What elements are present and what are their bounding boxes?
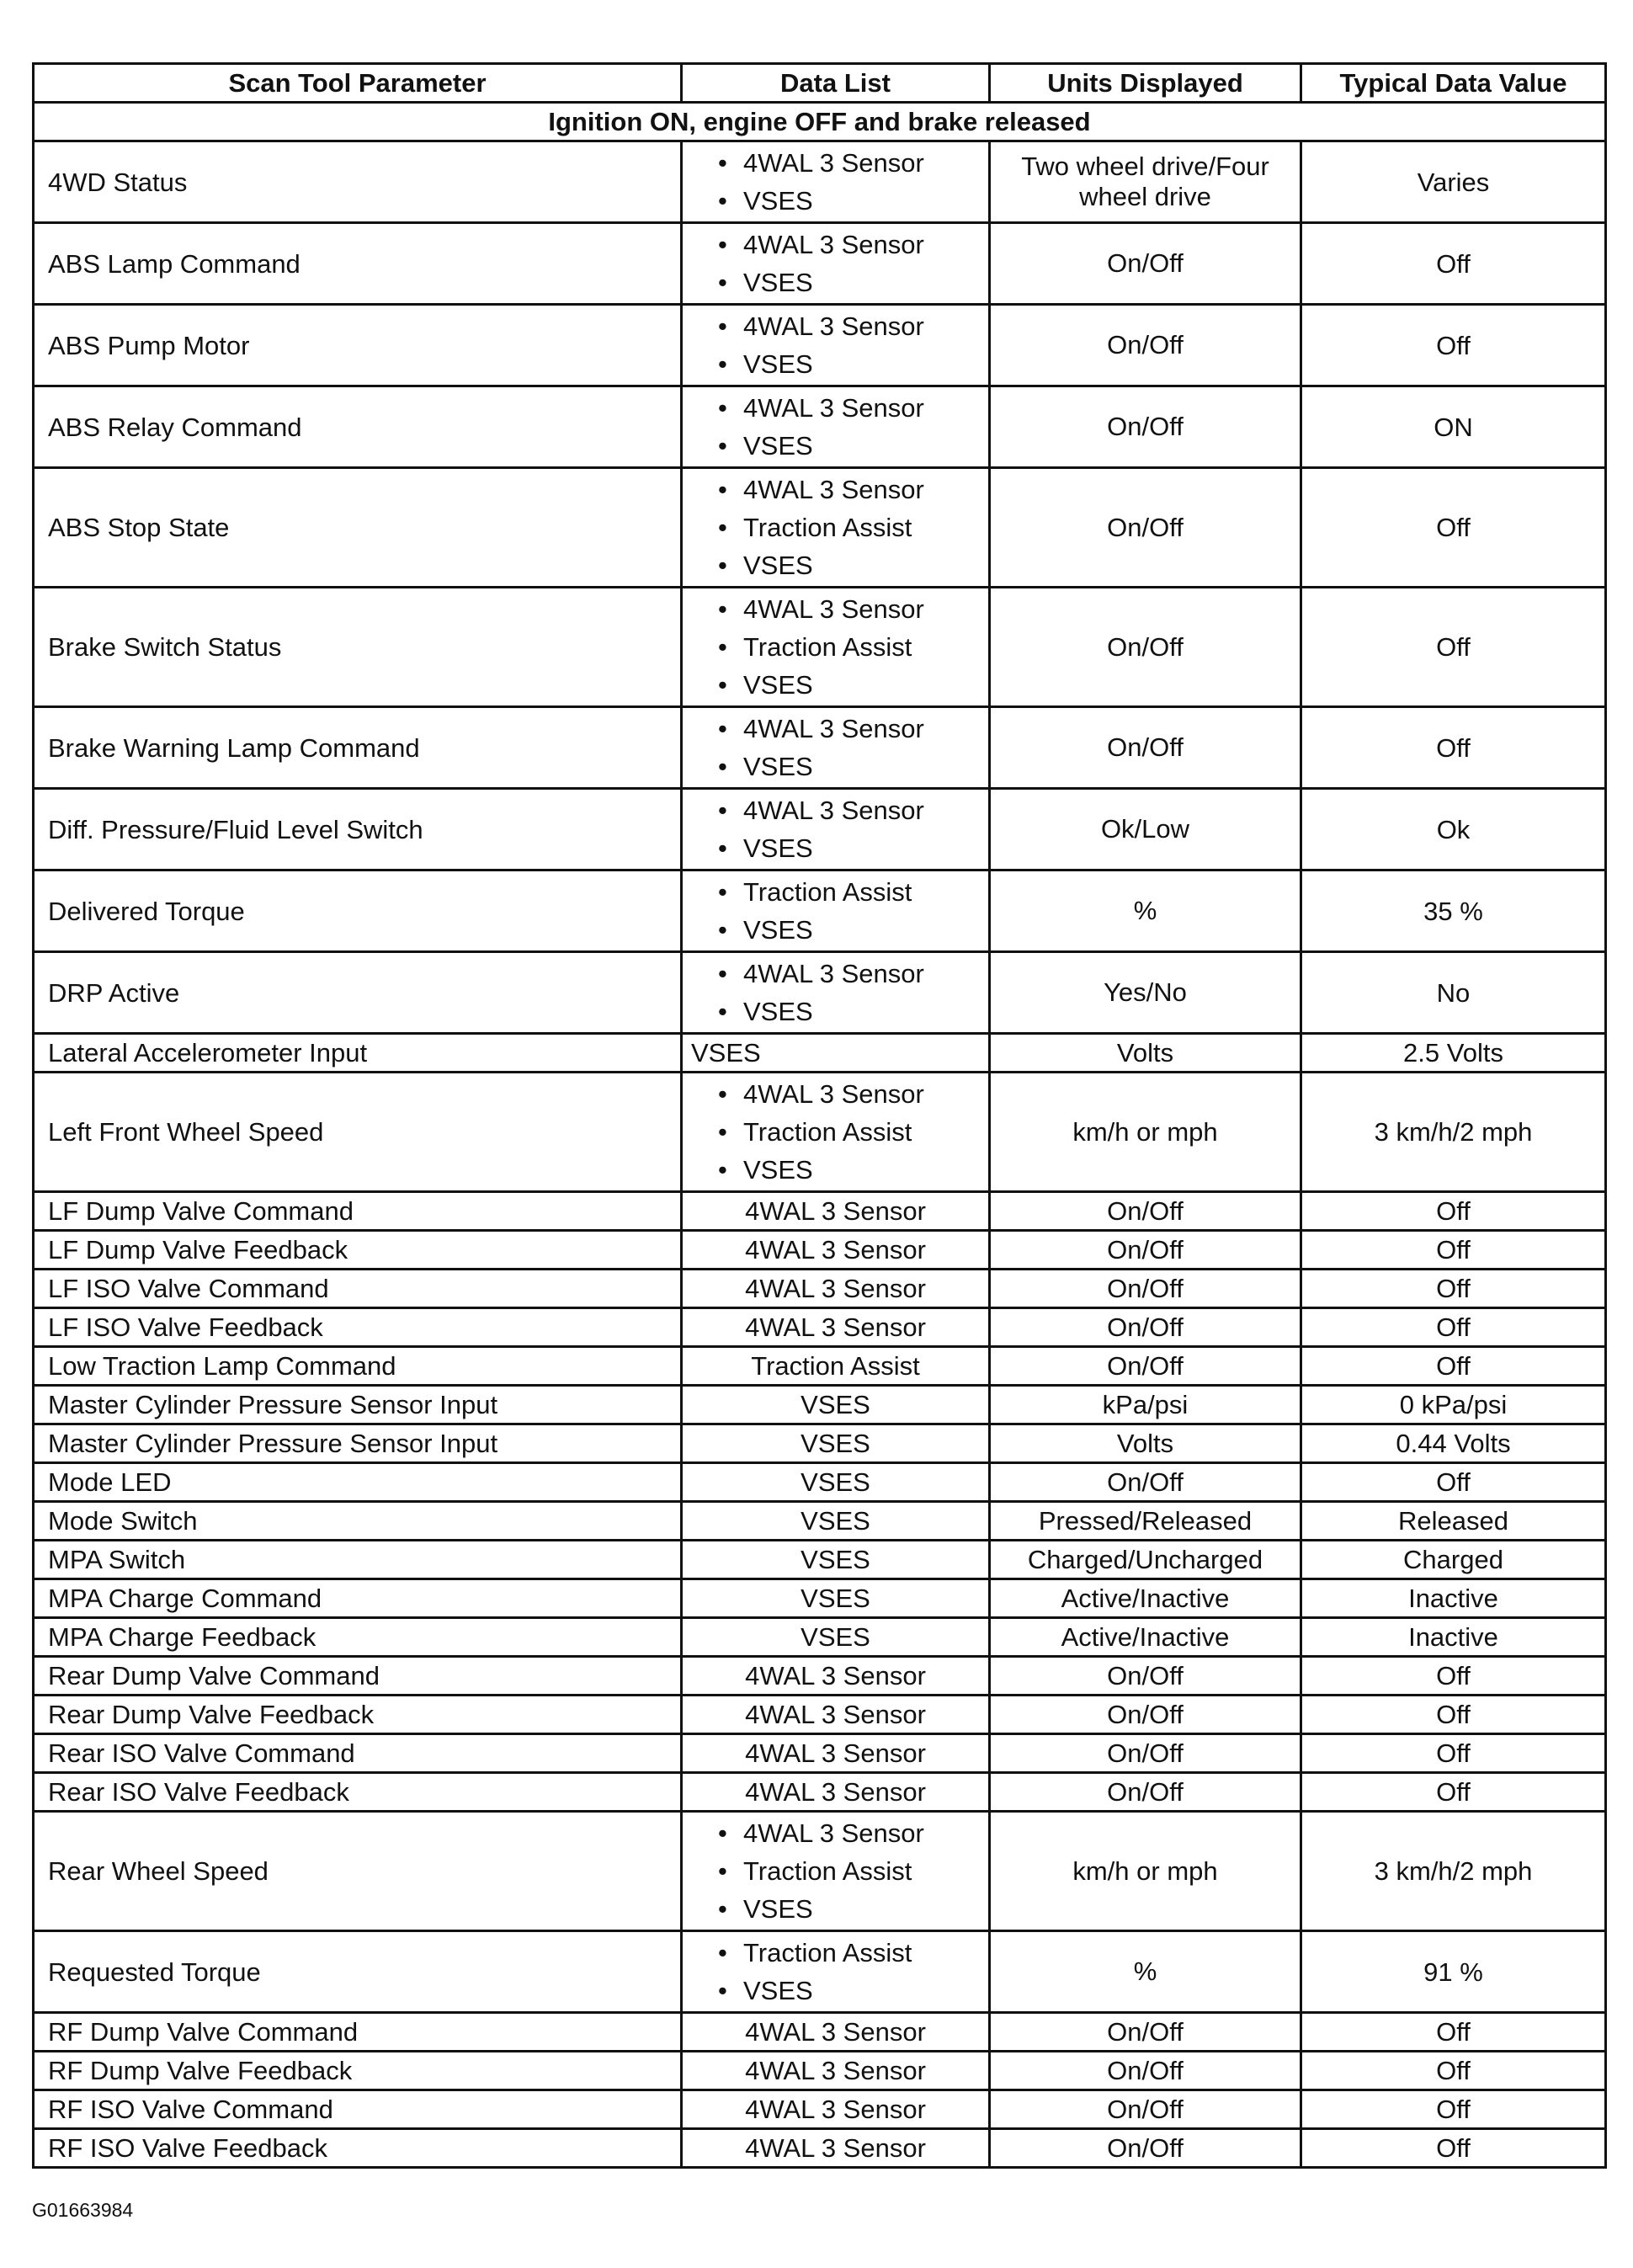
- typical-value-cell: 0 kPa/psi: [1301, 1386, 1606, 1424]
- data-list-cell: [682, 707, 990, 789]
- data-list-bullets: [718, 1075, 980, 1189]
- data-list-cell: VSES: [682, 1502, 990, 1541]
- table-row: [34, 1073, 1606, 1192]
- data-list-item: • Traction Assist: [718, 628, 980, 666]
- typical-value-cell: Off: [1301, 2013, 1606, 2052]
- typical-value-cell: Charged: [1301, 1541, 1606, 1579]
- units-cell: Charged/Uncharged: [990, 1541, 1301, 1579]
- typical-value-cell: 35 %: [1301, 870, 1606, 952]
- parameter-cell: Diff. Pressure/Fluid Level Switch: [34, 789, 682, 870]
- data-list-bullets: [718, 710, 980, 785]
- data-list-item: • 4WAL 3 Sensor: [718, 791, 980, 829]
- data-list-item: • VSES: [718, 345, 980, 383]
- units-cell: On/Off: [990, 2013, 1301, 2052]
- parameter-cell: RF Dump Valve Feedback: [34, 2052, 682, 2090]
- data-list-item: • VSES: [718, 911, 980, 949]
- units-cell: On/Off: [990, 2090, 1301, 2129]
- units-cell: %: [990, 870, 1301, 952]
- section-row: [34, 103, 1606, 141]
- header-units-displayed: Units Displayed: [990, 64, 1301, 103]
- data-list-item: • VSES: [718, 748, 980, 785]
- parameter-cell: Rear ISO Valve Feedback: [34, 1773, 682, 1812]
- typical-value-cell: 3 km/h/2 mph: [1301, 1073, 1606, 1192]
- units-cell: Active/Inactive: [990, 1579, 1301, 1618]
- parameter-cell: LF ISO Valve Feedback: [34, 1308, 682, 1347]
- data-list-bullets: [718, 1934, 980, 2010]
- data-list-cell: [682, 1931, 990, 2013]
- typical-value-cell: Released: [1301, 1502, 1606, 1541]
- typical-value-cell: Inactive: [1301, 1618, 1606, 1657]
- table-row: [34, 2129, 1606, 2168]
- parameter-cell: Left Front Wheel Speed: [34, 1073, 682, 1192]
- data-list-bullets: [718, 471, 980, 584]
- units-cell: %: [990, 1931, 1301, 2013]
- table-row: [34, 223, 1606, 305]
- parameter-cell: LF ISO Valve Command: [34, 1270, 682, 1308]
- data-list-item: • 4WAL 3 Sensor: [718, 389, 980, 427]
- parameter-cell: RF Dump Valve Command: [34, 2013, 682, 2052]
- data-list-item: • VSES: [718, 829, 980, 867]
- typical-value-cell: Off: [1301, 588, 1606, 707]
- data-list-cell: 4WAL 3 Sensor: [682, 2129, 990, 2168]
- data-list-item: • VSES: [718, 182, 980, 220]
- typical-value-cell: Off: [1301, 1463, 1606, 1502]
- data-list-item: • Traction Assist: [718, 1852, 980, 1890]
- typical-value-cell: Off: [1301, 1192, 1606, 1231]
- data-list-cell: VSES: [682, 1034, 990, 1073]
- parameter-cell: Lateral Accelerometer Input: [34, 1034, 682, 1073]
- parameter-cell: Requested Torque: [34, 1931, 682, 2013]
- data-list-cell: VSES: [682, 1579, 990, 1618]
- parameter-cell: Low Traction Lamp Command: [34, 1347, 682, 1386]
- table-row: [34, 789, 1606, 870]
- table-row: [34, 1618, 1606, 1657]
- data-list-item: • 4WAL 3 Sensor: [718, 590, 980, 628]
- data-list-bullets: [718, 955, 980, 1030]
- data-list-cell: [682, 223, 990, 305]
- table-row: [34, 1657, 1606, 1696]
- data-list-cell: [682, 870, 990, 952]
- data-list-cell: VSES: [682, 1424, 990, 1463]
- table-row: [34, 2013, 1606, 2052]
- section-heading: Ignition ON, engine OFF and brake released: [34, 103, 1606, 141]
- data-list-item: • Traction Assist: [718, 1934, 980, 1972]
- units-cell: Ok/Low: [990, 789, 1301, 870]
- table-row: [34, 1463, 1606, 1502]
- table-row: [34, 2052, 1606, 2090]
- data-list-cell: Traction Assist: [682, 1347, 990, 1386]
- table-row: [34, 1386, 1606, 1424]
- typical-value-cell: Off: [1301, 2052, 1606, 2090]
- data-list-cell: 4WAL 3 Sensor: [682, 1308, 990, 1347]
- units-cell: On/Off: [990, 468, 1301, 588]
- data-list-cell: [682, 1073, 990, 1192]
- units-cell: km/h or mph: [990, 1812, 1301, 1931]
- data-list-item: • Traction Assist: [718, 873, 980, 911]
- table-row: [34, 468, 1606, 588]
- typical-value-cell: ON: [1301, 386, 1606, 468]
- data-list-cell: [682, 305, 990, 386]
- table-row: [34, 1034, 1606, 1073]
- typical-value-cell: Off: [1301, 305, 1606, 386]
- units-cell: On/Off: [990, 223, 1301, 305]
- data-list-bullets: [718, 873, 980, 949]
- units-cell: On/Off: [990, 386, 1301, 468]
- data-list-cell: VSES: [682, 1618, 990, 1657]
- parameter-cell: Rear Dump Valve Feedback: [34, 1696, 682, 1734]
- data-list-item: • VSES: [718, 264, 980, 301]
- parameter-cell: 4WD Status: [34, 141, 682, 223]
- units-cell: Active/Inactive: [990, 1618, 1301, 1657]
- data-list-cell: 4WAL 3 Sensor: [682, 1657, 990, 1696]
- data-list-cell: [682, 952, 990, 1034]
- typical-value-cell: Off: [1301, 223, 1606, 305]
- typical-value-cell: Off: [1301, 1773, 1606, 1812]
- typical-value-cell: 91 %: [1301, 1931, 1606, 2013]
- units-cell: On/Off: [990, 1270, 1301, 1308]
- data-list-cell: [682, 588, 990, 707]
- units-cell: On/Off: [990, 1347, 1301, 1386]
- units-cell: On/Off: [990, 1734, 1301, 1773]
- table-row: [34, 1773, 1606, 1812]
- typical-value-cell: 0.44 Volts: [1301, 1424, 1606, 1463]
- table-row: [34, 141, 1606, 223]
- parameter-cell: MPA Switch: [34, 1541, 682, 1579]
- typical-value-cell: Off: [1301, 1308, 1606, 1347]
- data-list-cell: 4WAL 3 Sensor: [682, 1696, 990, 1734]
- parameter-cell: MPA Charge Command: [34, 1579, 682, 1618]
- data-list-item: • 4WAL 3 Sensor: [718, 307, 980, 345]
- data-list-bullets: [718, 590, 980, 704]
- units-cell: kPa/psi: [990, 1386, 1301, 1424]
- typical-value-cell: Off: [1301, 1231, 1606, 1270]
- parameter-cell: ABS Pump Motor: [34, 305, 682, 386]
- scan-tool-data-table: [32, 62, 1607, 2169]
- data-list-item: • VSES: [718, 1151, 980, 1189]
- table-row: [34, 588, 1606, 707]
- data-list-cell: 4WAL 3 Sensor: [682, 2090, 990, 2129]
- parameter-cell: Rear ISO Valve Command: [34, 1734, 682, 1773]
- typical-value-cell: Inactive: [1301, 1579, 1606, 1618]
- data-list-item: • 4WAL 3 Sensor: [718, 471, 980, 508]
- data-list-bullets: [718, 791, 980, 867]
- parameter-cell: Rear Wheel Speed: [34, 1812, 682, 1931]
- typical-value-cell: Off: [1301, 1270, 1606, 1308]
- typical-value-cell: Off: [1301, 2090, 1606, 2129]
- units-cell: On/Off: [990, 1657, 1301, 1696]
- parameter-cell: RF ISO Valve Command: [34, 2090, 682, 2129]
- data-list-item: • 4WAL 3 Sensor: [718, 1814, 980, 1852]
- typical-value-cell: No: [1301, 952, 1606, 1034]
- data-list-cell: 4WAL 3 Sensor: [682, 1192, 990, 1231]
- data-list-bullets: [718, 144, 980, 220]
- parameter-cell: Delivered Torque: [34, 870, 682, 952]
- data-list-item: • 4WAL 3 Sensor: [718, 1075, 980, 1113]
- data-list-item: • Traction Assist: [718, 1113, 980, 1151]
- parameter-cell: Mode Switch: [34, 1502, 682, 1541]
- units-cell: On/Off: [990, 2129, 1301, 2168]
- table-row: [34, 1812, 1606, 1931]
- units-cell: On/Off: [990, 1773, 1301, 1812]
- table-row: [34, 1931, 1606, 2013]
- data-list-item: • VSES: [718, 666, 980, 704]
- table-row: [34, 2090, 1606, 2129]
- units-cell: On/Off: [990, 1463, 1301, 1502]
- units-cell: On/Off: [990, 1308, 1301, 1347]
- data-list-item: • VSES: [718, 1890, 980, 1928]
- table-row: [34, 1308, 1606, 1347]
- units-cell: On/Off: [990, 588, 1301, 707]
- data-list-cell: 4WAL 3 Sensor: [682, 2052, 990, 2090]
- parameter-cell: Brake Switch Status: [34, 588, 682, 707]
- data-list-item: • VSES: [718, 993, 980, 1030]
- data-list-item: • 4WAL 3 Sensor: [718, 226, 980, 264]
- data-list-item: • 4WAL 3 Sensor: [718, 710, 980, 748]
- parameter-cell: ABS Lamp Command: [34, 223, 682, 305]
- data-list-item: • 4WAL 3 Sensor: [718, 955, 980, 993]
- typical-value-cell: Ok: [1301, 789, 1606, 870]
- typical-value-cell: 3 km/h/2 mph: [1301, 1812, 1606, 1931]
- parameter-cell: RF ISO Valve Feedback: [34, 2129, 682, 2168]
- data-list-item: • Traction Assist: [718, 508, 980, 546]
- units-cell: Volts: [990, 1034, 1301, 1073]
- table-row: [34, 952, 1606, 1034]
- figure-code: G01663984: [32, 2199, 134, 2221]
- data-list-cell: [682, 1812, 990, 1931]
- data-list-bullets: [718, 226, 980, 301]
- data-list-cell: 4WAL 3 Sensor: [682, 1734, 990, 1773]
- data-list-bullets: [718, 307, 980, 383]
- parameter-cell: DRP Active: [34, 952, 682, 1034]
- data-list-item: • VSES: [718, 1972, 980, 2010]
- units-cell: On/Off: [990, 305, 1301, 386]
- units-cell: Volts: [990, 1424, 1301, 1463]
- parameter-cell: LF Dump Valve Feedback: [34, 1231, 682, 1270]
- table-row: [34, 1541, 1606, 1579]
- data-list-cell: [682, 141, 990, 223]
- data-list-item: • 4WAL 3 Sensor: [718, 144, 980, 182]
- data-list-cell: [682, 468, 990, 588]
- table-row: [34, 1734, 1606, 1773]
- typical-value-cell: 2.5 Volts: [1301, 1034, 1606, 1073]
- data-list-cell: 4WAL 3 Sensor: [682, 1270, 990, 1308]
- data-list-cell: 4WAL 3 Sensor: [682, 1773, 990, 1812]
- table-row: [34, 1579, 1606, 1618]
- data-list-cell: VSES: [682, 1386, 990, 1424]
- table-row: [34, 1270, 1606, 1308]
- typical-value-cell: Off: [1301, 468, 1606, 588]
- units-cell: On/Off: [990, 707, 1301, 789]
- parameter-cell: LF Dump Valve Command: [34, 1192, 682, 1231]
- table-row: [34, 870, 1606, 952]
- table-row: [34, 1502, 1606, 1541]
- parameter-cell: Rear Dump Valve Command: [34, 1657, 682, 1696]
- header-row: [34, 64, 1606, 103]
- table-row: [34, 707, 1606, 789]
- parameter-cell: ABS Stop State: [34, 468, 682, 588]
- units-cell: Two wheel drive/Four wheel drive: [990, 141, 1301, 223]
- typical-value-cell: Off: [1301, 1696, 1606, 1734]
- data-list-cell: VSES: [682, 1463, 990, 1502]
- typical-value-cell: Off: [1301, 1657, 1606, 1696]
- table-row: [34, 1231, 1606, 1270]
- table-row: [34, 1424, 1606, 1463]
- parameter-cell: Brake Warning Lamp Command: [34, 707, 682, 789]
- scan-tool-data-document: [32, 62, 1604, 2169]
- units-cell: Yes/No: [990, 952, 1301, 1034]
- data-list-cell: VSES: [682, 1541, 990, 1579]
- parameter-cell: Master Cylinder Pressure Sensor Input: [34, 1424, 682, 1463]
- table-row: [34, 1696, 1606, 1734]
- units-cell: Pressed/Released: [990, 1502, 1301, 1541]
- units-cell: On/Off: [990, 2052, 1301, 2090]
- data-list-cell: 4WAL 3 Sensor: [682, 1231, 990, 1270]
- data-list-cell: 4WAL 3 Sensor: [682, 2013, 990, 2052]
- header-typical-data-value: Typical Data Value: [1301, 64, 1606, 103]
- header-scan-tool-parameter: Scan Tool Parameter: [34, 64, 682, 103]
- data-list-item: • VSES: [718, 427, 980, 465]
- typical-value-cell: Off: [1301, 2129, 1606, 2168]
- data-list-item: • VSES: [718, 546, 980, 584]
- data-list-cell: [682, 789, 990, 870]
- header-data-list: Data List: [682, 64, 990, 103]
- table-row: [34, 1192, 1606, 1231]
- data-list-bullets: [718, 389, 980, 465]
- units-cell: On/Off: [990, 1192, 1301, 1231]
- parameter-cell: ABS Relay Command: [34, 386, 682, 468]
- parameter-cell: Mode LED: [34, 1463, 682, 1502]
- data-list-bullets: [718, 1814, 980, 1928]
- table-row: [34, 305, 1606, 386]
- table-row: [34, 1347, 1606, 1386]
- table-row: [34, 386, 1606, 468]
- units-cell: On/Off: [990, 1696, 1301, 1734]
- typical-value-cell: Off: [1301, 707, 1606, 789]
- parameter-cell: MPA Charge Feedback: [34, 1618, 682, 1657]
- units-cell: km/h or mph: [990, 1073, 1301, 1192]
- units-cell: On/Off: [990, 1231, 1301, 1270]
- typical-value-cell: Off: [1301, 1734, 1606, 1773]
- typical-value-cell: Off: [1301, 1347, 1606, 1386]
- typical-value-cell: Varies: [1301, 141, 1606, 223]
- data-list-cell: [682, 386, 990, 468]
- parameter-cell: Master Cylinder Pressure Sensor Input: [34, 1386, 682, 1424]
